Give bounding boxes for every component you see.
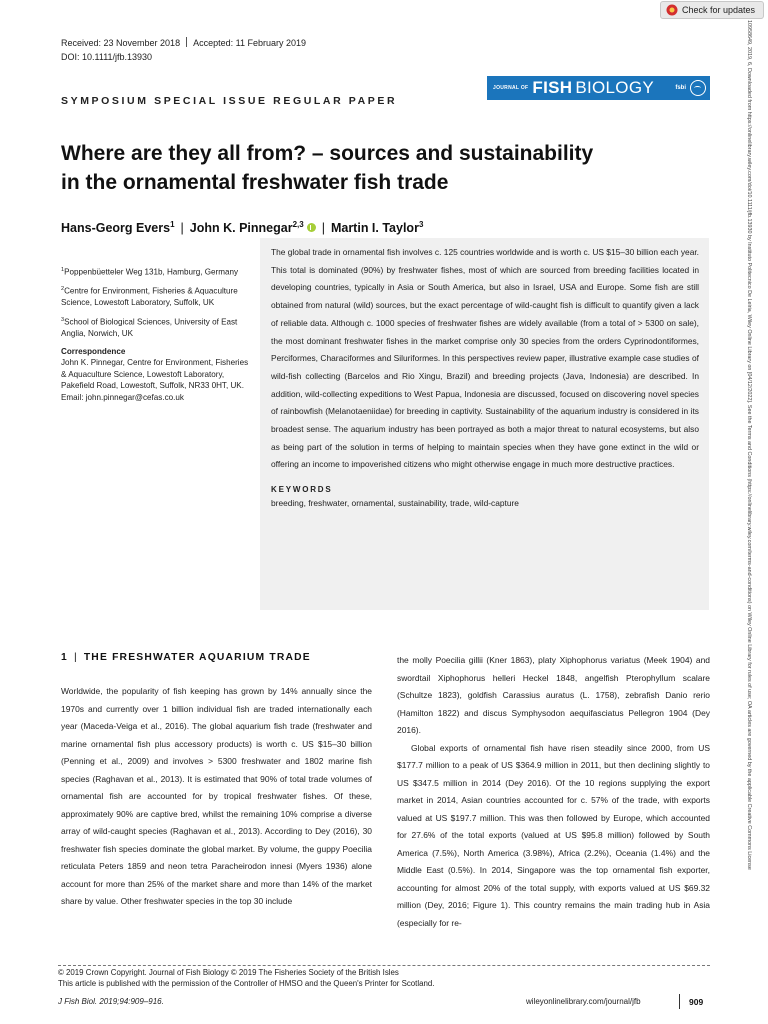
author-affil-sup: 2,3 <box>292 220 304 229</box>
journal-logo-biology: BIOLOGY <box>575 78 654 97</box>
author-list <box>61 220 423 235</box>
abstract-box <box>260 238 709 610</box>
affiliation <box>61 284 251 309</box>
copyright-notice <box>58 968 435 989</box>
keywords-text: breeding, freshwater, ornamental, sustainability, trade, wild-capture <box>271 498 519 509</box>
download-side-text: 10958649, 2019, 6, Downloaded from https://onlinelibrary.wiley.com/doi/10.1111/jfb.13930 by Instituto Politecnico De Leiria, Wiley Online Library on [04/12/2022]. See the Terms and Conditions (https://onlinelibrary.wiley.com/terms-and-conditions) on Wiley Online Library for rules of use; OA articles are governed by the applicable Creative Commons License <box>746 20 752 870</box>
received-date: Received: 23 November 2018 <box>61 38 181 48</box>
article-dates <box>61 37 306 48</box>
affiliations <box>61 265 251 403</box>
check-for-updates-button[interactable] <box>660 1 764 19</box>
author-affil-sup: 1 <box>170 220 175 229</box>
body-paragraph: the molly Poecilia gillii (Kner 1863), platy Xiphophorus variatus (Meek 1904) and swordtail Xiphophorus helleri Heckel 1848, angelfish Pterophyllum scalare (Schultze 1823), goldfish Carassius auratus (L. 1758), zebrafish Danio rerio (Hamilton 1822) and discus Symphysodon aequifasciatus Pellegron 1904 (Dey 2016). <box>397 655 710 735</box>
title-line-2: in the ornamental freshwater fish trade <box>61 171 449 194</box>
affiliation-text: Poppenbüetteler Weg 131b, Hamburg, Germany <box>64 267 239 277</box>
date-separator <box>186 37 187 47</box>
accepted-date: Accepted: 11 February 2019 <box>193 38 306 48</box>
author-name[interactable]: Martin I. Taylor <box>330 221 419 236</box>
correspondence-heading: Correspondence <box>61 346 126 356</box>
affiliation-sup: 1 <box>61 267 65 273</box>
section-heading <box>61 652 311 663</box>
orcid-icon[interactable] <box>307 223 316 232</box>
affiliation-sup: 3 <box>61 316 65 323</box>
affiliation-text: Centre for Environment, Fisheries & Aquaculture Science, Lowestoft Laboratory, Suffolk, UK <box>61 286 238 308</box>
title-line-1: Where are they all from? – sources and sustainability <box>61 142 594 165</box>
section-title: THE FRESHWATER AQUARIUM TRADE <box>83 652 311 663</box>
affiliation <box>61 315 251 340</box>
author-separator: | <box>321 221 325 236</box>
body-column-right <box>397 652 710 932</box>
download-side-note <box>743 20 755 1020</box>
footer-divider <box>58 965 710 966</box>
check-updates-label: Check for updates <box>682 5 756 15</box>
section-number: 1 <box>61 652 68 663</box>
article-type-label: SYMPOSIUM SPECIAL ISSUE REGULAR PAPER <box>61 95 398 107</box>
page-number: 909 <box>689 997 704 1007</box>
society-logo-text: fsbi <box>675 85 686 91</box>
copyright-line-2: This article is published with the permission of the Controller of HMSO and the Queen's Printer for Scotland. <box>58 978 435 988</box>
copyright-line-1: © 2019 Crown Copyright. Journal of Fish Biology © 2019 The Fisheries Society of the British Isles <box>58 968 399 977</box>
abstract-text: The global trade in ornamental fish involves c. 125 countries worldwide and is worth c. US $15–30 billion each year. This total is dominated (90%) by freshwater fishes, most of which are sourced from breeding facilities located in developing countries, typically in Asia or South America, but also in Israel, USA and Europe. Some fish are still obtained from natural (wild) sources, but the exact percentage of wild-caught fish is difficult to quantify given a lack of reliable data. Although c. 1000 species of freshwater fishes are widely available (from a total of > 5300 on sale), the most dominant freshwater fishes in the market comprise only 30 species from the orders Cyprinodontiformes, Perciformes, Characiformes and Siluriformes. In this perspectives review paper, illustrative example case studies of wild-fish collecting (Barcelos and Rio Xingu, Brazil) and breeding projects (Java, Indonesia) are described. In addition, wild-collecting expeditions to West Papua, Indonesia are discussed, focused on discovering novel species of rainbowfish (Melanotaeniidae) for breeding in captivity. Sustainability of the aquarium industry is considered in its broadest sense. The aquarium industry has been portrayed as both a major threat to natural ecosystems, but also as being part of the solution in terms of helping to maintain species when they have gone extinct in the wild or offering an income to impoverished citizens who might otherwise engage in much more destructive practices. <box>271 247 699 470</box>
journal-url[interactable]: wileyonlinelibrary.com/journal/jfb <box>526 997 641 1006</box>
journal-citation: J Fish Biol. 2019;94:909–916. <box>58 997 164 1006</box>
affiliation-sup: 2 <box>61 286 65 293</box>
author-affil-sup: 3 <box>418 220 424 229</box>
body-column-left <box>61 683 372 911</box>
check-updates-icon <box>666 4 678 16</box>
affiliation-text: School of Biological Sciences, University of East Anglia, Norwich, UK <box>61 317 238 339</box>
footer-separator <box>679 994 680 1009</box>
author-separator: | <box>180 221 184 236</box>
body-paragraph: Global exports of ornamental fish have risen steadily since 2000, from US $177.7 million to a peak of US $364.9 million in 2011, but then declining slightly to US $347.5 million in 2014 (Dey 2016). Of the 10 regions supplying the export market in 2014, Asian countries accounted for c. 57% of the trade, with exports valued at US $197.7 million. This was then followed by Europe, which accounted for 27.6% of the total exports (valued at US $95.8 million) followed by South America (7.5%), North America (3.98%), Africa (2.2%), Oceania (1.4%) and the Middle East (0.5%). In 2014, Singapore was the top ornamental fish exporter, accounting for almost 20% of the total supply, with exports valued at US $69.32 million (Dey, 2016; Figure 1). This country remains the main trading hub in Asia (especially for re- <box>397 742 710 928</box>
paper-title <box>61 139 661 197</box>
doi[interactable]: DOI: 10.1111/jfb.13930 <box>61 52 153 62</box>
journal-logo-fish: FISH <box>532 78 573 97</box>
society-seal-icon <box>690 80 706 96</box>
author-name[interactable]: John K. Pinnegar <box>189 221 293 236</box>
keywords-heading: KEYWORDS <box>271 485 333 495</box>
journal-logo <box>487 76 710 100</box>
section-separator: | <box>73 652 78 663</box>
author-name[interactable]: Hans-Georg Evers <box>61 221 171 236</box>
journal-logo-of: JOURNAL OF <box>493 84 529 91</box>
correspondence-email[interactable]: Email: john.pinnegar@cefas.co.uk <box>61 392 184 402</box>
body-paragraph: Worldwide, the popularity of fish keeping has grown by 14% annually since the 1970s and currently over 1 billion individual fish are traded internationally each year (Maceda-Veiga et al., 2016). The global aquarium fish trade (freshwater and marine ornamental fish plus accessory products) is worth c. US $15–30 billion (Penning et al., 2009) and involves > 5300 freshwater and 1802 marine fish species (Raghavan et al., 2013). It is estimated that 90% of total trade volumes of ornamental fish are accounted for by tropical freshwater fishes. Of these, approximately 90% are captive bred, whilst the remaining 10% comprise a diverse array of wild-caught species (Raghavan et al., 2013). According to Dey (2016), 30 freshwater fish species dominate the global market. By volume, the guppy Poecilia reticulata Peters 1859 and neon tetra Paracheirodon innesi (Myers 1936) alone account for more than 25% of the market share and more than 14% of the market share by value. Other freshwater species in the top 30 include <box>61 686 372 906</box>
affiliation <box>61 265 251 278</box>
correspondence-address: John K. Pinnegar, Centre for Environment, Fisheries & Aquaculture Science, Lowestoft Laboratory, Pakefield Road, Lowestoft, Suffolk, NR33 0HT, UK. <box>61 358 249 391</box>
